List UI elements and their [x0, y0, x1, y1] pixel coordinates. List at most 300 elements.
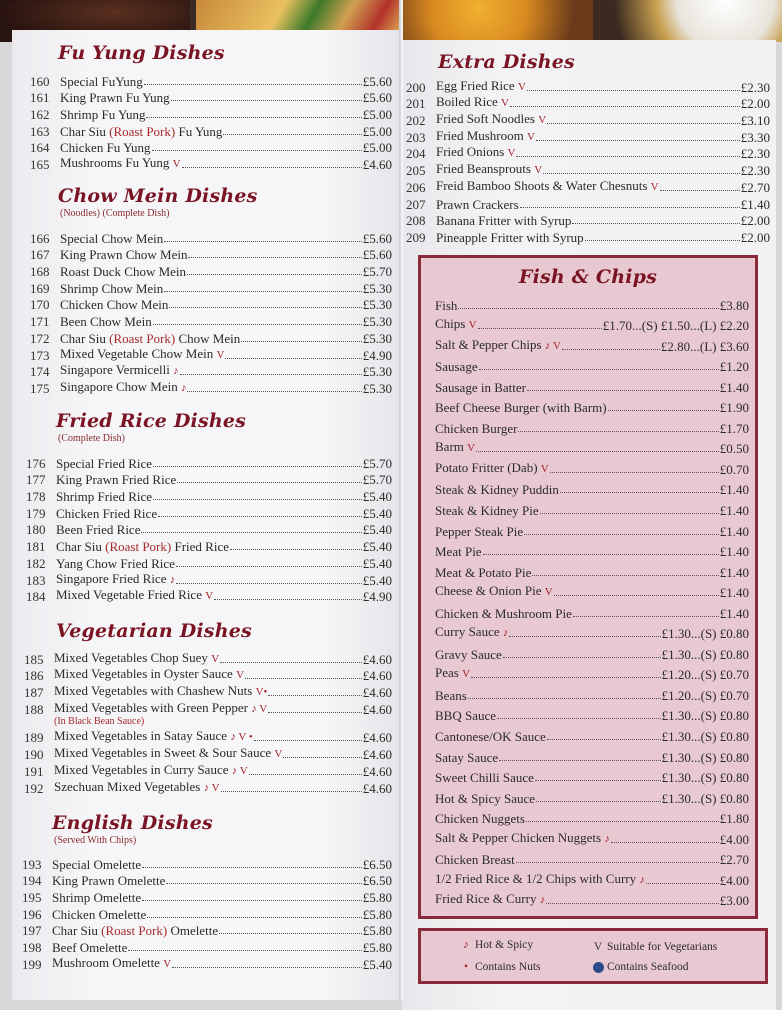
item-name-note: (Roast Pork) [109, 123, 176, 139]
item-name [54, 683, 267, 700]
english-title: English Dishes [52, 812, 213, 834]
item-number: 191 [24, 763, 44, 779]
fish-and-chips-box [418, 255, 758, 919]
item-number: 170 [30, 297, 50, 313]
item-marker: V [527, 130, 535, 143]
dot-leader [560, 492, 719, 493]
menu-item-row [30, 329, 392, 346]
item-marker: V [501, 97, 509, 110]
item-name [435, 544, 482, 559]
dot-leader [554, 595, 719, 596]
item-name-text: Freid Bamboo Shoots & Water Chesnuts [436, 177, 648, 193]
item-name [435, 665, 470, 682]
dot-leader [532, 575, 718, 576]
item-name-text: Special FuYung [60, 73, 143, 89]
item-name-text: BBQ Sauce [435, 708, 497, 724]
item-name [54, 666, 244, 683]
item-name [52, 940, 127, 955]
item-marker: V [517, 80, 526, 93]
dot-leader [128, 950, 361, 951]
item-marker: V [534, 164, 543, 177]
menu-item-row [30, 379, 392, 396]
item-name-text: Char Siu [52, 923, 98, 939]
item-name-text: Pineapple Fritter with Syrup [436, 229, 584, 245]
dot-leader [249, 774, 362, 775]
dot-leader [177, 482, 362, 483]
item-name-text: Singapore Chow Mein [60, 378, 178, 394]
item-number: 167 [30, 247, 50, 263]
item-name-text: King Prawn Fu Yung [60, 90, 170, 106]
item-number: 206 [406, 179, 426, 195]
item-name [52, 955, 171, 972]
dot-leader [471, 677, 661, 678]
menu-item-row [435, 518, 749, 539]
item-number: 178 [26, 489, 46, 505]
item-name-text: Char Siu [56, 539, 102, 555]
menu-item-row [435, 313, 749, 334]
dot-leader [483, 554, 719, 555]
item-name-text: Fried Mushroom [436, 127, 524, 143]
item-number: 208 [406, 213, 426, 229]
english-subtitle: (Served With Chips) [54, 835, 137, 846]
item-name [435, 482, 559, 497]
item-number: 181 [26, 539, 46, 555]
item-name [435, 729, 546, 744]
fried-rice-list [26, 454, 392, 604]
item-name-text: Singapore Fried Rice [56, 570, 167, 586]
dot-leader [142, 867, 362, 868]
dot-leader [245, 678, 362, 679]
item-number: 199 [22, 956, 42, 972]
item-price: £1.30...(S) £0.80 [661, 790, 749, 806]
menu-item-row [30, 262, 392, 279]
menu-item-row [22, 922, 392, 939]
item-name-text: Chips [435, 316, 466, 332]
item-name-text: Cheese & Onion Pie [435, 583, 542, 599]
item-name-text: Salt & Pepper Chicken Nuggets [435, 829, 602, 845]
item-name [436, 197, 519, 212]
fried-rice-title: Fried Rice Dishes [56, 410, 247, 432]
item-name [435, 871, 645, 888]
item-name [54, 745, 282, 762]
item-name [435, 750, 498, 765]
item-price: £5.60 [362, 230, 392, 246]
item-name [436, 144, 515, 161]
dot-leader [164, 291, 361, 292]
item-price: £1.20 [719, 359, 749, 375]
dot-leader [268, 712, 362, 713]
item-price: £5.80 [362, 940, 392, 956]
item-name-text: Char Siu [60, 123, 106, 139]
menu-item-row [435, 682, 749, 703]
item-price: £4.60 [362, 763, 392, 779]
menu-item-row [406, 145, 770, 162]
item-number: 193 [22, 856, 42, 872]
item-name-text: Hot & Spicy Sauce [435, 790, 536, 806]
item-name [435, 503, 539, 518]
item-number: 162 [30, 107, 50, 123]
item-number: 175 [30, 380, 50, 396]
item-name [435, 380, 526, 395]
item-number: 203 [406, 129, 426, 145]
item-price: £5.80 [362, 890, 392, 906]
item-marker: V [172, 158, 181, 171]
item-price: £1.30...(S) £0.80 [661, 626, 749, 642]
item-name-text: Curry Sauce [435, 624, 500, 640]
item-price: £4.60 [362, 730, 392, 746]
menu-item-row [26, 537, 392, 554]
dot-leader [172, 967, 362, 968]
item-number: 172 [30, 330, 50, 346]
menu-item-row [26, 471, 392, 488]
item-name-text: Been Chow Mein [60, 314, 152, 330]
menu-item-row [435, 662, 749, 683]
item-name [60, 124, 222, 139]
item-name [435, 891, 545, 908]
item-name [60, 90, 170, 105]
dot-leader [147, 917, 362, 918]
item-price: £4.00 [719, 872, 749, 888]
item-price: £5.00 [362, 123, 392, 139]
item-name-text: Boiled Rice [436, 94, 498, 110]
menu-item-row [435, 374, 749, 395]
dot-leader [142, 900, 362, 901]
item-name-text: Peas [435, 665, 459, 681]
item-name [435, 791, 535, 806]
item-price: £2.80...(L) £3.60 [660, 338, 749, 354]
menu-item-row [30, 155, 392, 172]
item-marker: ♪ [502, 627, 509, 640]
item-name [54, 714, 144, 729]
item-price: £5.30 [362, 280, 392, 296]
item-name [56, 489, 152, 504]
item-name-text: Steak & Kidney Puddin [435, 482, 559, 498]
dot-leader [268, 695, 361, 696]
fu-yung-list [30, 72, 392, 172]
item-price: £1.20...(S) £0.70 [661, 667, 749, 683]
item-price: £4.60 [362, 685, 392, 701]
item-number: 187 [24, 685, 44, 701]
menu-item-row [26, 521, 392, 538]
menu-item-row [30, 139, 392, 156]
chow-mein-title: Chow Mein Dishes [58, 185, 258, 207]
menu-item-row [435, 539, 749, 560]
menu-item-row [30, 89, 392, 106]
fried-rice-subtitle: (Complete Dish) [58, 433, 125, 444]
item-name-text: Special Fried Rice [56, 455, 153, 471]
item-marker: V [163, 957, 172, 970]
item-number: 174 [30, 364, 50, 380]
item-name [60, 346, 224, 363]
dot-leader [524, 534, 719, 535]
item-name-text: Chicken Chow Mein [60, 297, 169, 313]
item-name [435, 460, 549, 477]
menu-item-row [435, 723, 749, 744]
item-name [60, 264, 186, 279]
dot-leader [144, 84, 362, 85]
menu-item-row [26, 588, 392, 605]
item-name-text: Cantonese/OK Sauce [435, 729, 546, 745]
item-name-text: Special Omelette [52, 856, 142, 872]
item-price: £1.90 [719, 400, 749, 416]
item-name [435, 337, 561, 354]
menu-item-row [435, 806, 749, 827]
item-name [435, 647, 502, 662]
menu-item-row [435, 847, 749, 868]
menu-item-row [435, 703, 749, 724]
item-name [435, 439, 475, 456]
item-name-text: Barm [435, 439, 464, 455]
item-name [54, 650, 219, 667]
item-name-text: Mixed Vegetables with Chashew Nuts [54, 683, 253, 699]
item-price: £5.40 [362, 522, 392, 538]
item-marker: V• [255, 686, 268, 699]
item-marker: V [274, 748, 283, 761]
item-number: 188 [24, 701, 44, 717]
item-price: £5.00 [362, 107, 392, 123]
menu-item-row [406, 128, 770, 145]
item-name-text: Banana Fritter with Syrup [436, 213, 572, 229]
menu-item-row [30, 105, 392, 122]
item-name-text: Sweet Chilli Sauce [435, 770, 534, 786]
dot-leader [219, 933, 362, 934]
menu-item-row [24, 762, 392, 779]
dot-leader [547, 739, 661, 740]
menu-item-row [435, 621, 749, 642]
dot-leader [536, 801, 661, 802]
dot-leader [585, 240, 740, 241]
item-marker: V [540, 462, 549, 475]
item-name [435, 852, 515, 867]
dot-leader [221, 791, 362, 792]
menu-item-row [435, 333, 749, 354]
item-price: £4.90 [362, 589, 392, 605]
menu-item-row [406, 78, 770, 95]
item-name [435, 708, 496, 723]
item-number: 168 [30, 264, 50, 280]
item-price: £5.60 [362, 73, 392, 89]
item-name [436, 94, 509, 111]
item-name [435, 688, 467, 703]
item-name [60, 107, 145, 122]
item-price: £5.70 [362, 264, 392, 280]
menu-item-row [24, 667, 392, 684]
item-name [60, 140, 151, 155]
item-price: £5.00 [362, 140, 392, 156]
item-name-text: Mixed Vegetable Chow Mein [60, 345, 214, 361]
item-price: £1.30...(S) £0.80 [661, 770, 749, 786]
menu-item-row [30, 363, 392, 380]
item-name [56, 522, 140, 537]
menu-item-row [26, 454, 392, 471]
item-price: £2.30 [740, 146, 770, 162]
item-number: 171 [30, 314, 50, 330]
dot-leader [526, 821, 719, 822]
dot-leader [223, 134, 361, 135]
item-name-text: Been Fried Rice [56, 522, 141, 538]
dot-leader [608, 410, 719, 411]
item-name-text: 1/2 Fried Rice & 1/2 Chips with Curry [435, 870, 637, 886]
item-name-text: Chicken Breast [435, 852, 515, 868]
menu-item-row [30, 229, 392, 246]
dot-leader [527, 90, 740, 91]
item-price: £1.40 [719, 379, 749, 395]
dot-leader [646, 883, 719, 884]
menu-item-row [435, 292, 749, 313]
item-marker: ♪ [539, 894, 546, 907]
item-marker: ♪ [604, 832, 610, 845]
item-name [54, 779, 220, 796]
item-price: £1.40 [719, 605, 749, 621]
dot-leader [225, 358, 361, 359]
item-name-text: Yang Chow Fried Rice [56, 555, 175, 571]
dot-leader [188, 257, 361, 258]
item-name [436, 128, 535, 145]
item-name [60, 74, 143, 89]
dot-leader [516, 156, 739, 157]
menu-item-row [30, 122, 392, 139]
item-name-text: Fried Onions [436, 144, 505, 160]
item-number: 202 [406, 113, 426, 129]
item-price: £3.80 [719, 297, 749, 313]
item-number: 184 [26, 589, 46, 605]
item-name-text: Satay Sauce [435, 749, 499, 765]
menu-item-row [26, 504, 392, 521]
item-name-text: Potato Fritter (Dab) [435, 459, 538, 475]
menu-item-row [22, 955, 392, 972]
dot-leader [146, 117, 361, 118]
dot-leader [573, 616, 719, 617]
item-name [60, 297, 168, 312]
item-price: £1.70 [719, 420, 749, 436]
item-number: 166 [30, 230, 50, 246]
item-name-text: Mixed Vegetables in Sweet & Sour Sauce [54, 745, 272, 761]
item-price: £1.40 [719, 564, 749, 580]
item-price: £1.40 [719, 523, 749, 539]
item-number: 165 [30, 157, 50, 173]
item-number: 192 [24, 780, 44, 796]
item-name [435, 624, 508, 641]
menu-item-row [30, 246, 392, 263]
dot-leader [520, 207, 740, 208]
item-name [436, 78, 526, 95]
item-price: £3.10 [740, 113, 770, 129]
item-number: 163 [30, 123, 50, 139]
item-name-text: Mixed Vegetables in Oyster Sauce [54, 666, 233, 682]
item-price: £1.20...(S) £0.70 [661, 687, 749, 703]
legend-hot: ♪ Hot & Spicy [457, 939, 533, 951]
dot-leader [562, 349, 660, 350]
item-price: £4.60 [362, 157, 392, 173]
item-price: £0.50 [719, 441, 749, 457]
item-marker: ♪ V [544, 339, 561, 352]
item-price: £5.30 [362, 330, 392, 346]
menu-item-row [406, 195, 770, 212]
item-price: £4.60 [362, 747, 392, 763]
dot-leader [182, 167, 362, 168]
item-name-text: Salt & Pepper Chips [435, 336, 542, 352]
item-number: 164 [30, 140, 50, 156]
item-number: 194 [22, 873, 42, 889]
item-name-text: Mixed Vegetable Fried Rice [56, 587, 202, 603]
item-price: £2.70 [719, 852, 749, 868]
item-name [56, 539, 229, 554]
item-price: £4.60 [362, 780, 392, 796]
item-name-text: Beans [435, 687, 467, 703]
dot-leader [478, 328, 602, 329]
item-name-text: Shrimp Fried Rice [56, 489, 153, 505]
dot-leader [540, 513, 719, 514]
item-price: £2.70 [740, 179, 770, 195]
item-name-note: (Roast Pork) [105, 539, 172, 555]
dot-leader [503, 657, 661, 658]
item-name [60, 379, 186, 396]
menu-item-row [22, 905, 392, 922]
item-name [435, 524, 523, 539]
menu-item-row [406, 111, 770, 128]
item-number: 196 [22, 906, 42, 922]
menu-item-row [435, 641, 749, 662]
menu-item-row [435, 354, 749, 375]
item-name [56, 456, 152, 471]
dot-leader [152, 150, 362, 151]
menu-item-row [30, 346, 392, 363]
menu-item-row [24, 745, 392, 762]
dot-leader [141, 532, 361, 533]
item-name [60, 281, 163, 296]
item-name-text: Szechuan Mixed Vegetables [54, 778, 201, 794]
item-number: 176 [26, 455, 46, 471]
item-name [436, 178, 659, 195]
item-name-text: Mushroom Omelette [52, 954, 160, 970]
item-name-text: Egg Fried Rice [436, 77, 515, 93]
menu-item-row [30, 296, 392, 313]
dot-leader [180, 374, 362, 375]
dot-leader [518, 431, 718, 432]
item-name-text: Fish [435, 297, 458, 313]
item-number: 173 [30, 347, 50, 363]
item-price: £1.30...(S) £0.80 [661, 646, 749, 662]
item-name-text: Chicken Burger [435, 420, 518, 436]
dot-leader [164, 241, 361, 242]
dot-leader [611, 842, 719, 843]
item-number: 197 [22, 923, 42, 939]
item-name [435, 606, 572, 621]
item-price: £5.40 [362, 572, 392, 588]
item-name [60, 331, 240, 346]
menu-item-row [24, 717, 392, 729]
item-marker: V [538, 114, 547, 127]
item-price: £6.50 [362, 873, 392, 889]
dot-leader [166, 883, 361, 884]
item-name-note: (In Black Bean Sauce) [54, 715, 145, 727]
item-name [52, 890, 141, 905]
extra-dishes-list [406, 78, 770, 245]
menu-item-row [435, 559, 749, 580]
menu-item-row [435, 497, 749, 518]
item-name [435, 770, 534, 785]
item-number: 185 [24, 651, 44, 667]
item-number: 161 [30, 90, 50, 106]
item-marker: V [468, 319, 477, 332]
item-number: 190 [24, 747, 44, 763]
item-name [435, 565, 531, 580]
item-price: £4.60 [362, 701, 392, 717]
menu-item-row [30, 312, 392, 329]
item-name-text: Shrimp Omelette [52, 890, 142, 906]
item-name-text: Sausage in Batter [435, 379, 526, 395]
item-name [436, 230, 584, 245]
